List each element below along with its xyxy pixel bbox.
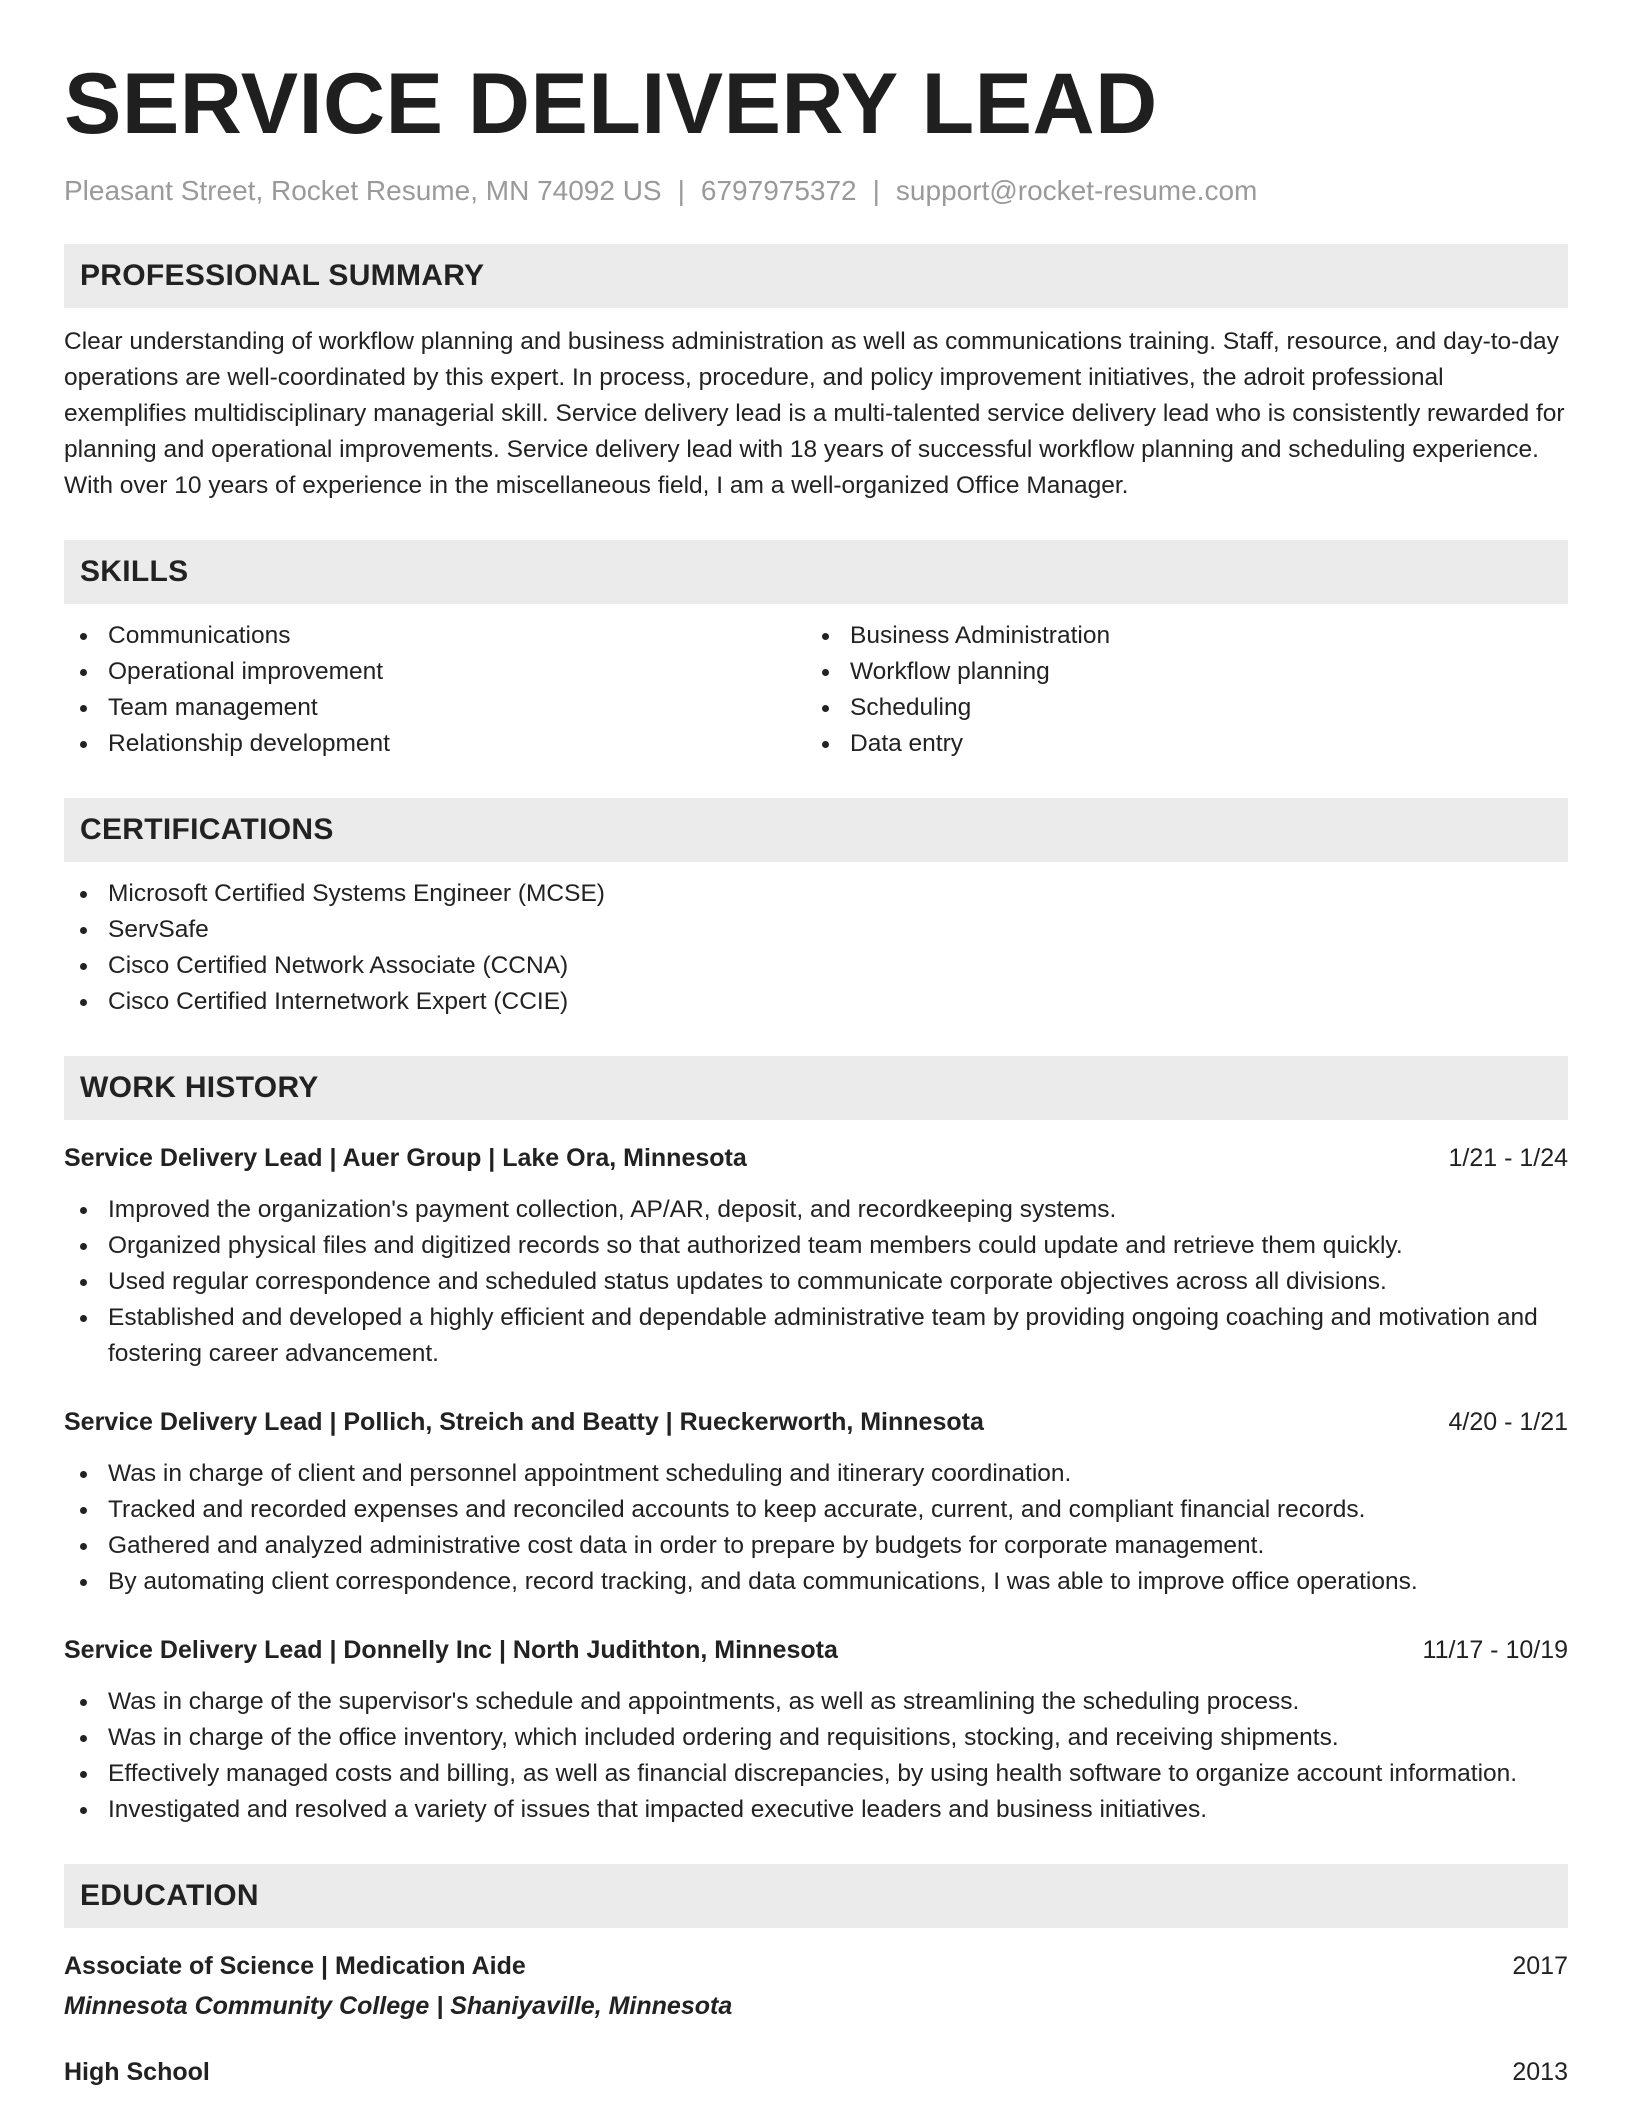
summary-text: Clear understanding of workflow planning and business administration as well as communications training. Staff, resource, and day-to-day operations are well-coordinated by this expert. In process, procedure, and policy improvement initiatives, the adroit professional exemplifies multidisciplinary managerial skill. Service delivery lead is a multi-talented service delivery lead who is consistently rewarded for planning and operational improvements. Service delivery lead with 18 years of successful workflow planning and scheduling experience. With over 10 years of experience in the miscellaneous field, I am a well-organized Office Manager. <box>64 328 1565 499</box>
section-header-certifications: CERTIFICATIONS <box>64 798 1568 862</box>
job-bullet: Effectively managed costs and billing, as well as financial discrepancies, by using health software to organize account information. <box>64 1756 1568 1792</box>
skill-item: Operational improvement <box>64 654 806 690</box>
job-bullet: Was in charge of the office inventory, which included ordering and requisitions, stocking, and receiving shipments. <box>64 1720 1568 1756</box>
skills-list <box>64 618 1568 762</box>
education-entry <box>64 1948 1568 2024</box>
contact-address: Pleasant Street, Rocket Resume, MN 74092 US <box>64 175 662 206</box>
certification-item: Microsoft Certified Systems Engineer (MCSE) <box>64 876 1568 912</box>
job-dates: 4/20 - 1/21 <box>1448 1408 1568 1436</box>
job-entry <box>64 1404 1568 1600</box>
education-degree: Associate of Science | Medication Aide <box>64 1952 526 1980</box>
education-header <box>64 2054 1568 2090</box>
job-title: Service Delivery Lead | Auer Group | Lake Ora, Minnesota <box>64 1144 747 1172</box>
section-header-skills: SKILLS <box>64 540 1568 604</box>
job-entry <box>64 1140 1568 1372</box>
skill-item: Data entry <box>806 726 1568 762</box>
job-title: Service Delivery Lead | Pollich, Streich and Beatty | Rueckerworth, Minnesota <box>64 1408 984 1436</box>
job-bullet: Organized physical files and digitized records so that authorized team members could update and retrieve them quickly. <box>64 1228 1568 1264</box>
contact-separator: | <box>677 175 685 206</box>
job-bullet: Was in charge of client and personnel appointment scheduling and itinerary coordination. <box>64 1456 1568 1492</box>
contact-email: support@rocket-resume.com <box>895 175 1258 206</box>
skill-item: Communications <box>64 618 806 654</box>
certification-item: Cisco Certified Network Associate (CCNA) <box>64 948 1568 984</box>
job-bullet: By automating client correspondence, record tracking, and data communications, I was able to improve office operations. <box>64 1564 1568 1600</box>
skills-column-left <box>64 618 806 762</box>
skill-item: Relationship development <box>64 726 806 762</box>
skill-item: Scheduling <box>806 690 1568 726</box>
job-bullets <box>64 1192 1568 1372</box>
job-entry <box>64 1632 1568 1828</box>
job-bullet: Investigated and resolved a variety of issues that impacted executive leaders and business initiatives. <box>64 1792 1568 1828</box>
skill-item: Workflow planning <box>806 654 1568 690</box>
job-bullet: Used regular correspondence and scheduled status updates to communicate corporate objectives across all divisions. <box>64 1264 1568 1300</box>
certification-item: ServSafe <box>64 912 1568 948</box>
job-header <box>64 1632 1568 1668</box>
resume-name: SERVICE DELIVERY LEAD <box>64 56 1158 152</box>
certification-item: Cisco Certified Internetwork Expert (CCIE) <box>64 984 1568 1020</box>
job-header <box>64 1140 1568 1176</box>
contact-separator: | <box>872 175 880 206</box>
job-bullets <box>64 1684 1568 1828</box>
job-header <box>64 1404 1568 1440</box>
job-bullet: Improved the organization's payment collection, AP/AR, deposit, and recordkeeping systems. <box>64 1192 1568 1228</box>
education-header <box>64 1948 1568 1984</box>
section-header-education: EDUCATION <box>64 1864 1568 1928</box>
education-school: Minnesota Community College | Shaniyaville, Minnesota <box>64 1992 733 2020</box>
section-header-summary: PROFESSIONAL SUMMARY <box>64 244 1568 308</box>
job-dates: 1/21 - 1/24 <box>1448 1144 1568 1172</box>
job-bullet: Was in charge of the supervisor's schedule and appointments, as well as streamlining the scheduling process. <box>64 1684 1568 1720</box>
job-bullets <box>64 1456 1568 1600</box>
job-dates: 11/17 - 10/19 <box>1422 1636 1568 1664</box>
contact-line <box>64 174 1568 208</box>
job-bullet: Gathered and analyzed administrative cost data in order to prepare by budgets for corporate management. <box>64 1528 1568 1564</box>
education-entry <box>64 2054 1568 2090</box>
skill-item: Team management <box>64 690 806 726</box>
education-year: 2017 <box>1512 1952 1568 1980</box>
skill-item: Business Administration <box>806 618 1568 654</box>
education-year: 2013 <box>1512 2058 1568 2086</box>
education-degree: High School <box>64 2058 210 2086</box>
job-bullet: Established and developed a highly efficient and dependable administrative team by providing ongoing coaching and motivation and fostering career advancement. <box>64 1300 1568 1372</box>
job-bullet: Tracked and recorded expenses and reconciled accounts to keep accurate, current, and compliant financial records. <box>64 1492 1568 1528</box>
certifications-list <box>64 876 1568 1020</box>
job-title: Service Delivery Lead | Donnelly Inc | North Judithton, Minnesota <box>64 1636 838 1664</box>
section-header-work-history: WORK HISTORY <box>64 1056 1568 1120</box>
skills-column-right <box>806 618 1568 762</box>
contact-phone: 6797975372 <box>700 175 857 206</box>
